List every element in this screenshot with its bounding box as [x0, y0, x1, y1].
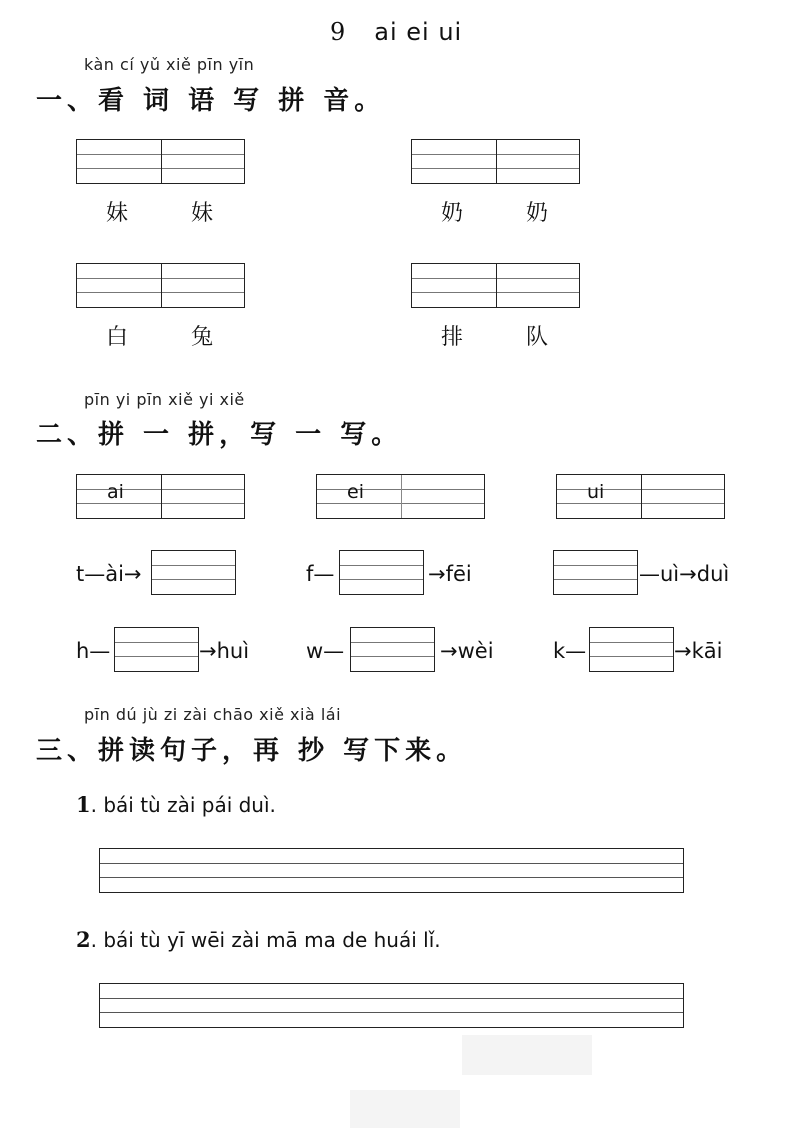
- answer-grid-paidui[interactable]: [411, 263, 580, 308]
- word-char: 奶: [526, 201, 549, 226]
- word-char: 白: [106, 325, 129, 350]
- section3-pinyin: pīn dú jù zi zài chāo xiě xià lái: [84, 705, 342, 724]
- spell-left: k—: [553, 639, 587, 663]
- word-char: 兔: [191, 325, 214, 350]
- final-grid-ei[interactable]: [316, 474, 485, 519]
- sentence-number: 1: [76, 792, 91, 817]
- answer-grid-nainai[interactable]: [411, 139, 580, 184]
- lesson-title: ai ei ui: [374, 18, 463, 46]
- sentence-2: [76, 927, 441, 952]
- page-title: [330, 18, 462, 46]
- word-char: 妹: [106, 201, 129, 226]
- sentence-text: . bái tù yī wēi zài mā ma de huái lǐ.: [90, 928, 441, 952]
- spell-box[interactable]: [114, 627, 199, 672]
- final-grid-ui[interactable]: [556, 474, 725, 519]
- section2-heading: 二、拼 一 拼，写 一 写。: [36, 420, 403, 450]
- spell-left: w—: [306, 639, 345, 663]
- spell-right: →kāi: [674, 639, 723, 663]
- answer-grid-meimei[interactable]: [76, 139, 245, 184]
- spell-left: t—ài→: [76, 562, 142, 586]
- word-char: 奶: [441, 201, 464, 226]
- spell-right: →fēi: [428, 562, 472, 586]
- final-label: ei: [347, 481, 364, 503]
- spell-box[interactable]: [350, 627, 435, 672]
- section1-heading: 一、看 词 语 写 拼 音。: [36, 86, 386, 116]
- sentence-number: 2: [76, 927, 91, 952]
- final-label: ai: [107, 481, 124, 503]
- scan-smudge: [350, 1090, 460, 1128]
- word-char: 队: [526, 325, 549, 350]
- final-grid-ai[interactable]: [76, 474, 245, 519]
- word-char: 排: [441, 325, 464, 350]
- spell-box[interactable]: [553, 550, 638, 595]
- copy-lines-1[interactable]: [99, 848, 684, 893]
- final-label: ui: [587, 481, 605, 503]
- spell-box[interactable]: [339, 550, 424, 595]
- spell-right: →huì: [199, 639, 250, 663]
- sentence-text: . bái tù zài pái duì.: [90, 793, 276, 817]
- answer-grid-baitu[interactable]: [76, 263, 245, 308]
- copy-lines-2[interactable]: [99, 983, 684, 1028]
- spell-box[interactable]: [151, 550, 236, 595]
- spell-left: f—: [306, 562, 335, 586]
- section3-heading: 三、拼读句子，再 抄 写下来。: [36, 736, 468, 766]
- spell-right: —uì→duì: [639, 562, 730, 586]
- section1-pinyin: kàn cí yǔ xiě pīn yīn: [84, 55, 255, 74]
- section2-pinyin: pīn yi pīn xiě yi xiě: [84, 390, 245, 409]
- spell-left: h—: [76, 639, 111, 663]
- spell-box[interactable]: [589, 627, 674, 672]
- sentence-1: [76, 792, 276, 817]
- lesson-number: 9: [330, 18, 347, 46]
- scan-smudge: [462, 1035, 592, 1075]
- word-char: 妹: [191, 201, 214, 226]
- spell-right: →wèi: [440, 639, 494, 663]
